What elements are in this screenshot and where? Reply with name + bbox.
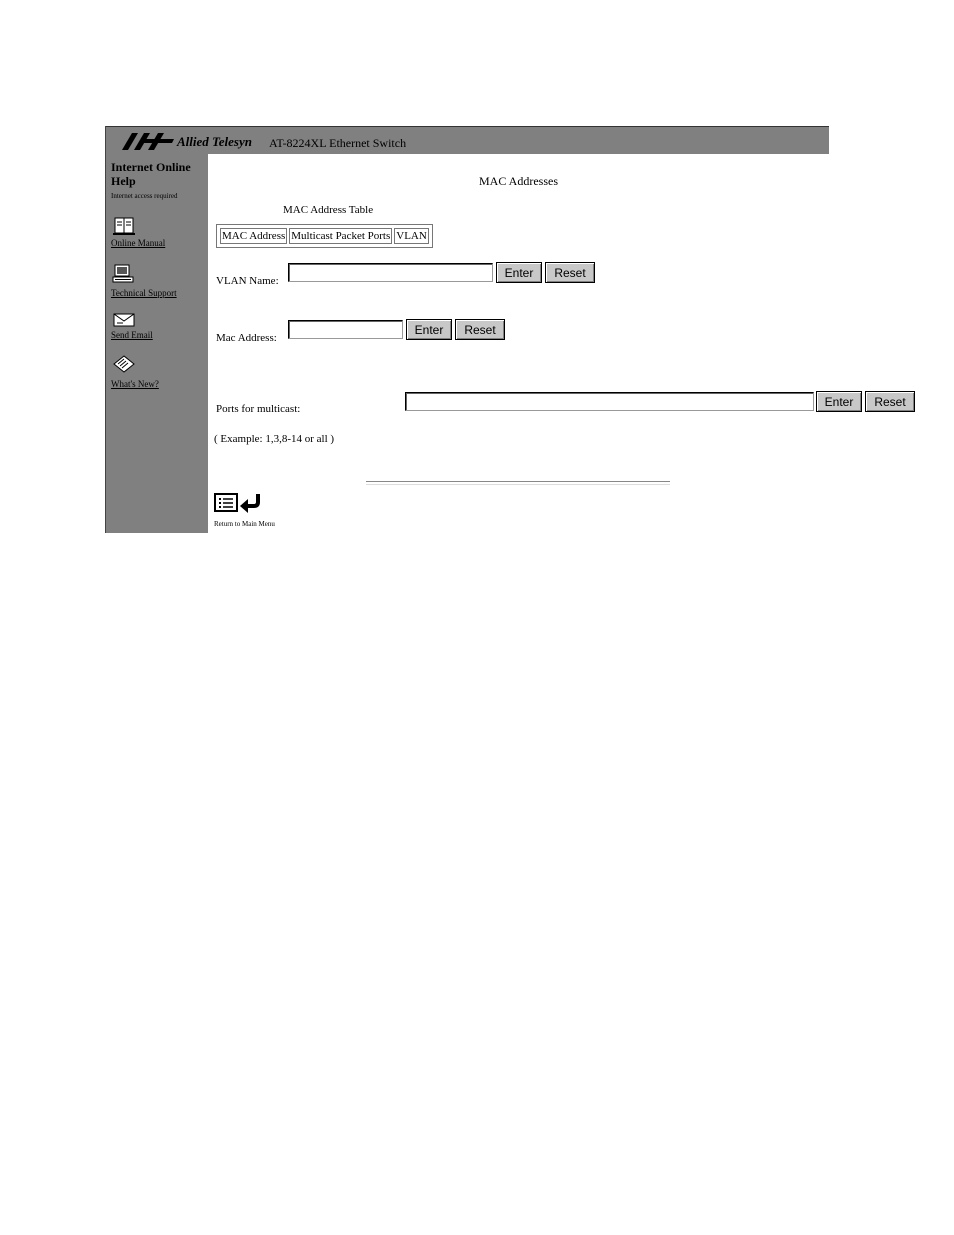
page-title: MAC Addresses [478, 174, 558, 188]
main-content [208, 154, 906, 533]
vlan-reset-button[interactable]: Reset [545, 262, 595, 283]
sidebar-link-whats-new[interactable]: What's New? [111, 379, 159, 389]
mac-enter-button[interactable]: Enter [406, 319, 452, 340]
newspaper-icon[interactable] [112, 354, 136, 374]
header-bar [106, 126, 829, 154]
sidebar-note: Internet access required [111, 192, 178, 200]
envelope-icon[interactable] [112, 310, 136, 330]
ports-multicast-input[interactable] [405, 392, 814, 411]
column-header: Multicast Packet Ports [291, 230, 391, 242]
browser-frame [105, 126, 906, 533]
table-caption: MAC Address Table [283, 204, 374, 216]
allied-telesyn-logo-icon [122, 133, 174, 150]
vlan-name-label: VLAN Name: [216, 275, 279, 287]
vlan-enter-button[interactable]: Enter [496, 262, 542, 283]
divider [366, 481, 670, 485]
mac-address-label: Mac Address: [216, 332, 277, 344]
mac-address-table [216, 224, 433, 248]
book-icon[interactable] [112, 216, 136, 236]
brand-name: Allied Telesyn [177, 134, 252, 149]
product-title: AT-8224XL Ethernet Switch [269, 136, 407, 150]
sidebar-link-online-manual[interactable]: Online Manual [111, 238, 166, 248]
sidebar-link-send-email[interactable]: Send Email [111, 330, 153, 340]
ports-multicast-label: Ports for multicast: [216, 403, 301, 415]
column-header: MAC Address [222, 230, 286, 242]
sidebar-title: Internet Online Help [111, 160, 191, 188]
ports-example-hint: ( Example: 1,3,8-14 or all ) [214, 433, 335, 445]
mac-address-input[interactable] [288, 320, 403, 339]
mac-reset-button[interactable]: Reset [455, 319, 505, 340]
return-main-menu-link[interactable]: Return to Main Menu [214, 520, 275, 528]
vlan-name-input[interactable] [288, 263, 493, 282]
ports-reset-button[interactable]: Reset [865, 391, 915, 412]
table-header-row [220, 228, 429, 244]
return-main-menu-icon[interactable] [214, 492, 266, 514]
computer-icon[interactable] [112, 264, 136, 284]
ports-enter-button[interactable]: Enter [816, 391, 862, 412]
sidebar [106, 154, 208, 533]
column-header: VLAN [396, 230, 427, 242]
sidebar-link-technical-support[interactable]: Technical Support [111, 288, 177, 298]
